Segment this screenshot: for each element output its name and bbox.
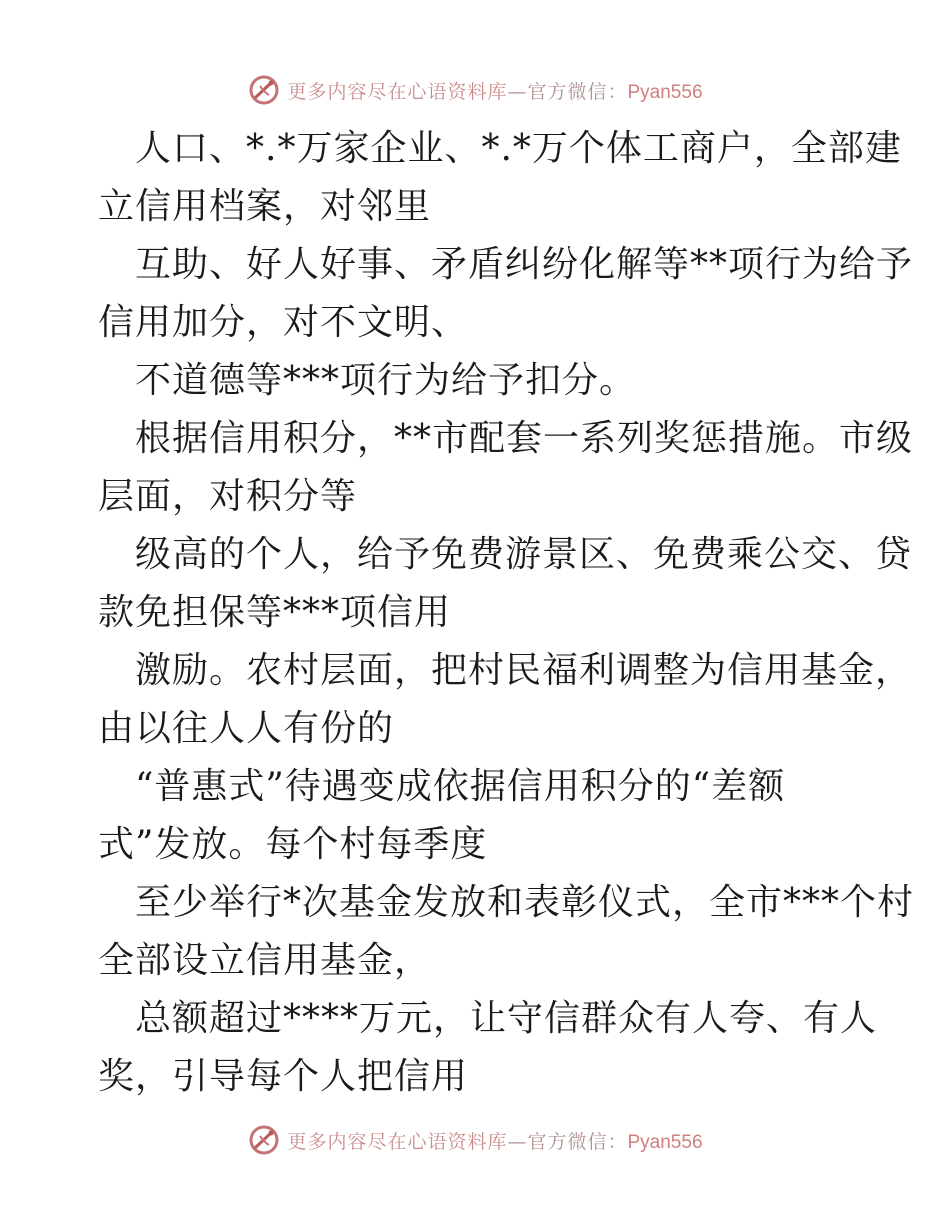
body-line: “普惠式”待遇变成依据信用积分的“差额 (135, 766, 786, 807)
header-brand: 更多内容尽在心语资料库 (287, 80, 508, 103)
header-contact-id: Pyan556 (627, 81, 703, 103)
body-line: 式”发放。每个村每季度 (98, 824, 488, 865)
document-body (98, 120, 915, 1106)
footer-brand: 更多内容尽在心语资料库 (287, 1130, 508, 1153)
body-line: 奖，引导每个人把信用 (98, 1056, 469, 1097)
body-line: 人口、*.*万家企业、*.*万个体工商户，全部建 (135, 128, 902, 169)
footer-contact-label: 官方微信： (527, 1130, 628, 1153)
body-line: 款免担保等***项信用 (98, 592, 452, 633)
footer-watermark (0, 1120, 950, 1160)
body-line: 信用加分，对不文明、 (98, 302, 469, 343)
body-line: 立信用档案，对邻里 (98, 186, 432, 227)
header-watermark-text (287, 77, 702, 104)
body-line: 级高的个人，给予免费游景区、免费乘公交、贷 (135, 534, 913, 575)
body-line: 根据信用积分，**市配套一系列奖惩措施。市级 (135, 418, 914, 459)
body-line: 总额超过****万元，让守信群众有人夸、有人 (135, 998, 878, 1039)
body-line: 至少举行*次基金发放和表彰仪式，全市***个村 (135, 882, 915, 923)
header-separator: — (507, 80, 528, 103)
body-line: 激励。农村层面，把村民福利调整为信用基金， (135, 650, 913, 691)
footer-contact-id: Pyan556 (627, 1131, 703, 1153)
header-watermark (0, 70, 950, 110)
logo-icon (247, 73, 281, 107)
body-line: 互助、好人好事、矛盾纠纷化解等**项行为给予 (135, 244, 914, 285)
body-line: 层面，对积分等 (98, 476, 358, 517)
footer-separator: — (507, 1130, 528, 1153)
header-contact-label: 官方微信： (527, 80, 628, 103)
body-line: 不道德等***项行为给予扣分。 (135, 360, 637, 401)
body-line: 由以往人人有份的 (98, 708, 395, 749)
logo-icon (247, 1123, 281, 1157)
footer-watermark-text (287, 1127, 702, 1154)
body-line: 全部设立信用基金， (98, 940, 432, 981)
